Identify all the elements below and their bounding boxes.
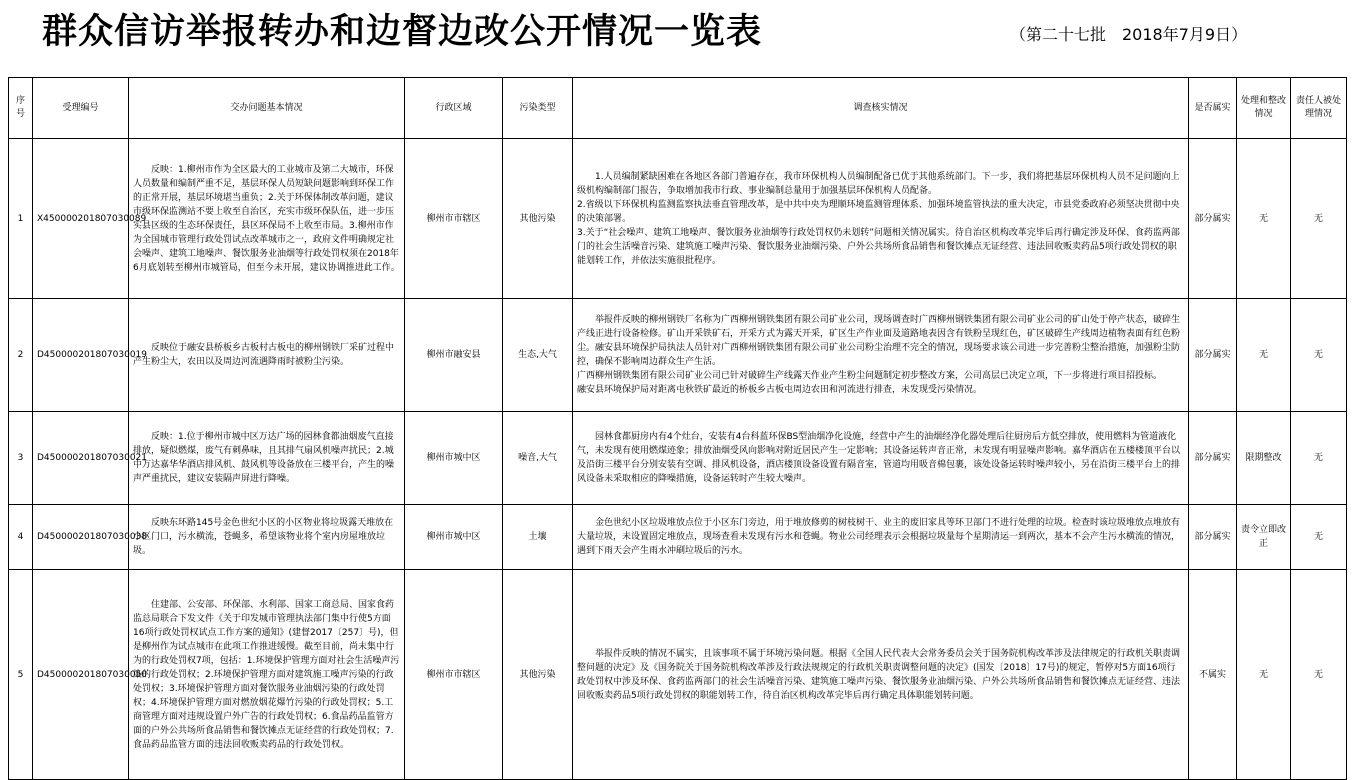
cell-verified: 部分属实 [1189, 139, 1237, 299]
cell-code: D450000201807030050 [33, 570, 129, 780]
cell-accountability: 无 [1291, 139, 1347, 299]
cell-investigation: 金色世纪小区垃圾堆放点位于小区东门旁边，用于堆放修剪的树枝树干、业主的废旧家具等环卫部门不进行处理的垃圾。检查时该垃圾堆放点堆放有大量垃圾，未设置固定堆放点，现场查看未发现有污水和苍蝇。物业公司经理表示会根据垃圾量每个星期清运一到两次，基本不会产生污水横流的情况，遇到下雨天会产生雨水冲刷垃圾后的污水。 [573, 505, 1189, 570]
cell-issue: 反映：1.位于柳州市城中区万达广场的园林食都油烟废气直接排放，疑似燃煤，废气有刺鼻味，且其排气扇风机噪声扰民；2.城中万达嘉华华酒店排风机、鼓风机等设备放在三楼平台，产生的噪声严重扰民，建议安装隔声屏进行降噪。 [129, 412, 405, 505]
header-region: 行政区域 [405, 78, 503, 139]
page-title: 群众信访举报转办和边督边改公开情况一览表 [42, 11, 763, 52]
cell-region: 柳州市城中区 [405, 412, 503, 505]
header-verified: 是否属实 [1189, 78, 1237, 139]
report-table [8, 77, 1347, 780]
cell-pollution: 其他污染 [503, 139, 573, 299]
table-row [9, 139, 1347, 299]
cell-verified: 不属实 [1189, 570, 1237, 780]
cell-verified: 部分属实 [1189, 412, 1237, 505]
cell-handling: 责令立即改正 [1237, 505, 1291, 570]
cell-code: X450000201807030089 [33, 139, 129, 299]
cell-pollution: 生态,大气 [503, 299, 573, 412]
cell-no: 5 [9, 570, 33, 780]
cell-issue: 住建部、公安部、环保部、水利部、国家工商总局、国家食药监总局联合下发文件《关于印发城市管理执法部门集中行使5方面16项行政处罚权试点工作方案的通知》(建督2017〔257〕号)，但是柳州作为试点城市在此项工作推进缓慢。截至目前，尚未集中行为的行政处罚权7项，包括：1.环境保护管理方面对社会生活噪声污染的行政处罚权；2.环境保护管理方面对建筑施工噪声污染的行政处罚权；3.环境保护管理方面对餐饮服务业油烟污染的行政处罚权；4.环境保护管理方面对燃放烟花爆竹污染的行政处罚权；5.工商管理方面对违规设置户外广告的行政处罚权；6.食品药品监管方面的户外公共场所食品销售和餐饮摊点无证经营的行政处罚权；7.食品药品监管方面的违法回收贩卖药品的行政处罚权。 [129, 570, 405, 780]
header-handling: 处理和整改情况 [1237, 78, 1291, 139]
table-row [9, 412, 1347, 505]
cell-pollution: 其他污染 [503, 570, 573, 780]
cell-code: D450000201807030021 [33, 412, 129, 505]
cell-issue: 反映：1.柳州市作为全区最大的工业城市及第二大城市，环保人员数量和编制严重不足，基层环保人员短缺问题影响到环保工作的正常开展，基层环境堪当重负；2.关于环保体制改革问题，建议市级环保监测站不要上收至自治区，充实市级环保队伍，进一步压实县区级的生态环保责任，县区环保局不上收至市局。3.柳州市作为全国城市管理行政处罚试点改革城市之一，政府文件明确规定社会噪声、建筑工地噪声、餐饮服务业油烟等行政处罚权须在2018年6月底划转至柳州市城管局，但至今未开展，建议协调推进此工作。 [129, 139, 405, 299]
cell-region: 柳州市城中区 [405, 505, 503, 570]
cell-investigation: 举报件反映的柳州钢铁厂名称为广西柳州钢铁集团有限公司矿业公司，现场调查时广西柳州钢铁集团有限公司矿业公司的矿山处于停产状态，破碎生产线正进行设备检修。矿山开采铁矿石，开采方式为露天开采，矿区生产作业面及道路地表因含有铁粉呈现红色，矿区破碎生产线周边植物表面有红色粉尘。融安县环境保护局执法人员针对广西柳州钢铁集团有限公司矿业公司粉尘治理不完全的情况，现场要求该公司进一步完善粉尘整治措施，加强粉尘防控，确保不影响周边群众生产生活。 广西柳州钢铁集团有限公司矿业公司已针对破碎生产线露天作业产生粉尘问题制定初步整改方案，公司高层已决定立项，下一步将进行项目招投标。 融安县环境保护局对距离屯秋铁矿最近的桥板乡古板屯周边农田和河流进行排查，未发现受污染情况。 [573, 299, 1189, 412]
cell-accountability: 无 [1291, 505, 1347, 570]
cell-accountability: 无 [1291, 570, 1347, 780]
cell-region: 柳州市市辖区 [405, 570, 503, 780]
cell-region: 柳州市融安县 [405, 299, 503, 412]
cell-no: 3 [9, 412, 33, 505]
cell-accountability: 无 [1291, 412, 1347, 505]
cell-no: 2 [9, 299, 33, 412]
cell-verified: 部分属实 [1189, 505, 1237, 570]
header-issue: 交办问题基本情况 [129, 78, 405, 139]
cell-handling: 无 [1237, 299, 1291, 412]
table-row [9, 299, 1347, 412]
cell-handling: 无 [1237, 570, 1291, 780]
batch-date: （第二十七批 2018年7月9日） [1010, 25, 1248, 44]
cell-code: D450000201807030019 [33, 299, 129, 412]
table-row [9, 505, 1347, 570]
header-code: 受理编号 [33, 78, 129, 139]
cell-pollution: 土壤 [503, 505, 573, 570]
cell-no: 4 [9, 505, 33, 570]
title-bar [0, 0, 1353, 72]
table-header-row [9, 78, 1347, 139]
header-no: 序号 [9, 78, 33, 139]
cell-investigation: 园林食都厨房内有4个灶台，安装有4台科蓝环保BS型油烟净化设施，经营中产生的油烟经净化器处理后往厨房后方低空排放，使用燃料为管道液化气，未发现有使用燃煤迹象；排放油烟受风向影响对附近居民产生一定影响；其设备运转声音正常，未发现有明显噪声影响。嘉华酒店在五楼楼顶平台以及沿街三楼平台分别安装有空调、排风机设备，酒店楼顶设备设置有隔音室，管道均用吸音棉包裹，该处设备运转时噪声较小，另在沿街三楼平台上的排风设备未采取相应的降噪措施，设备运转时产生较大噪声。 [573, 412, 1189, 505]
cell-issue: 反映位于融安县桥板乡古板村古板屯的柳州钢铁厂采矿过程中产生粉尘大，农田以及周边河流遇降雨时被粉尘污染。 [129, 299, 405, 412]
cell-code: D450000201807030038 [33, 505, 129, 570]
cell-issue: 反映东环路145号金色世纪小区的小区物业将垃圾露天堆放在小区门口，污水横流，苍蝇多，希望该物业将个室内房屋堆放垃圾。 [129, 505, 405, 570]
cell-handling: 限期整改 [1237, 412, 1291, 505]
cell-accountability: 无 [1291, 299, 1347, 412]
cell-investigation: 1.人员编制紧缺困难在各地区各部门普遍存在，我市环保机构人员编制配备已优于其他系统部门。下一步，我们将把基层环保机构人员不足问题向上级机构编制部门报告，争取增加我市行政、事业编制总量用于加强基层环保机构人员配备。 2.省级以下环保机构监测监察执法垂直管理改革，是中共中央为理顺环境监测管理体系、加强环境监管执法的重大决定，市县党委政府必须坚决贯彻中央的决策部署。 3.关于“社会噪声、建筑工地噪声、餐饮服务业油烟等行政处罚权仍未划转”问题相关情况属实。待自治区机构改革完毕后再行确定涉及环保、食药监两部门的社会生活噪音污染、建筑施工噪声污染、餐饮服务业油烟污染、户外公共场所食品销售和餐饮摊点无证经营、违法回收贩卖药品5项行政处罚权的职能划转工作，并依法实施很批程序。 [573, 139, 1189, 299]
header-pollution: 污染类型 [503, 78, 573, 139]
cell-no: 1 [9, 139, 33, 299]
cell-handling: 无 [1237, 139, 1291, 299]
cell-investigation: 举报件反映的情况不属实，且该事项不属于环境污染问题。根据《全国人民代表大会常务委员会关于国务院机构改革涉及法律规定的行政机关职责调整问题的决定》及《国务院关于国务院机构改革涉及行政法规规定的行政机关职责调整问题的决定》(国发〔2018〕17号)的规定，暂停对5方面16项行政处罚权中涉及环保、食药监两部门的社会生活噪音污染、建筑施工噪声污染、餐饮服务业油烟污染、户外公共场所食品销售和餐饮摊点无证经营、违法回收贩卖药品5项行政处罚权的职能划转工作，待自治区机构改革完毕后再行确定具体职能划转问题。 [573, 570, 1189, 780]
table-row [9, 570, 1347, 780]
header-investigation: 调查核实情况 [573, 78, 1189, 139]
header-accountability: 责任人被处理情况 [1291, 78, 1347, 139]
cell-verified: 部分属实 [1189, 299, 1237, 412]
cell-region: 柳州市市辖区 [405, 139, 503, 299]
cell-pollution: 噪音,大气 [503, 412, 573, 505]
